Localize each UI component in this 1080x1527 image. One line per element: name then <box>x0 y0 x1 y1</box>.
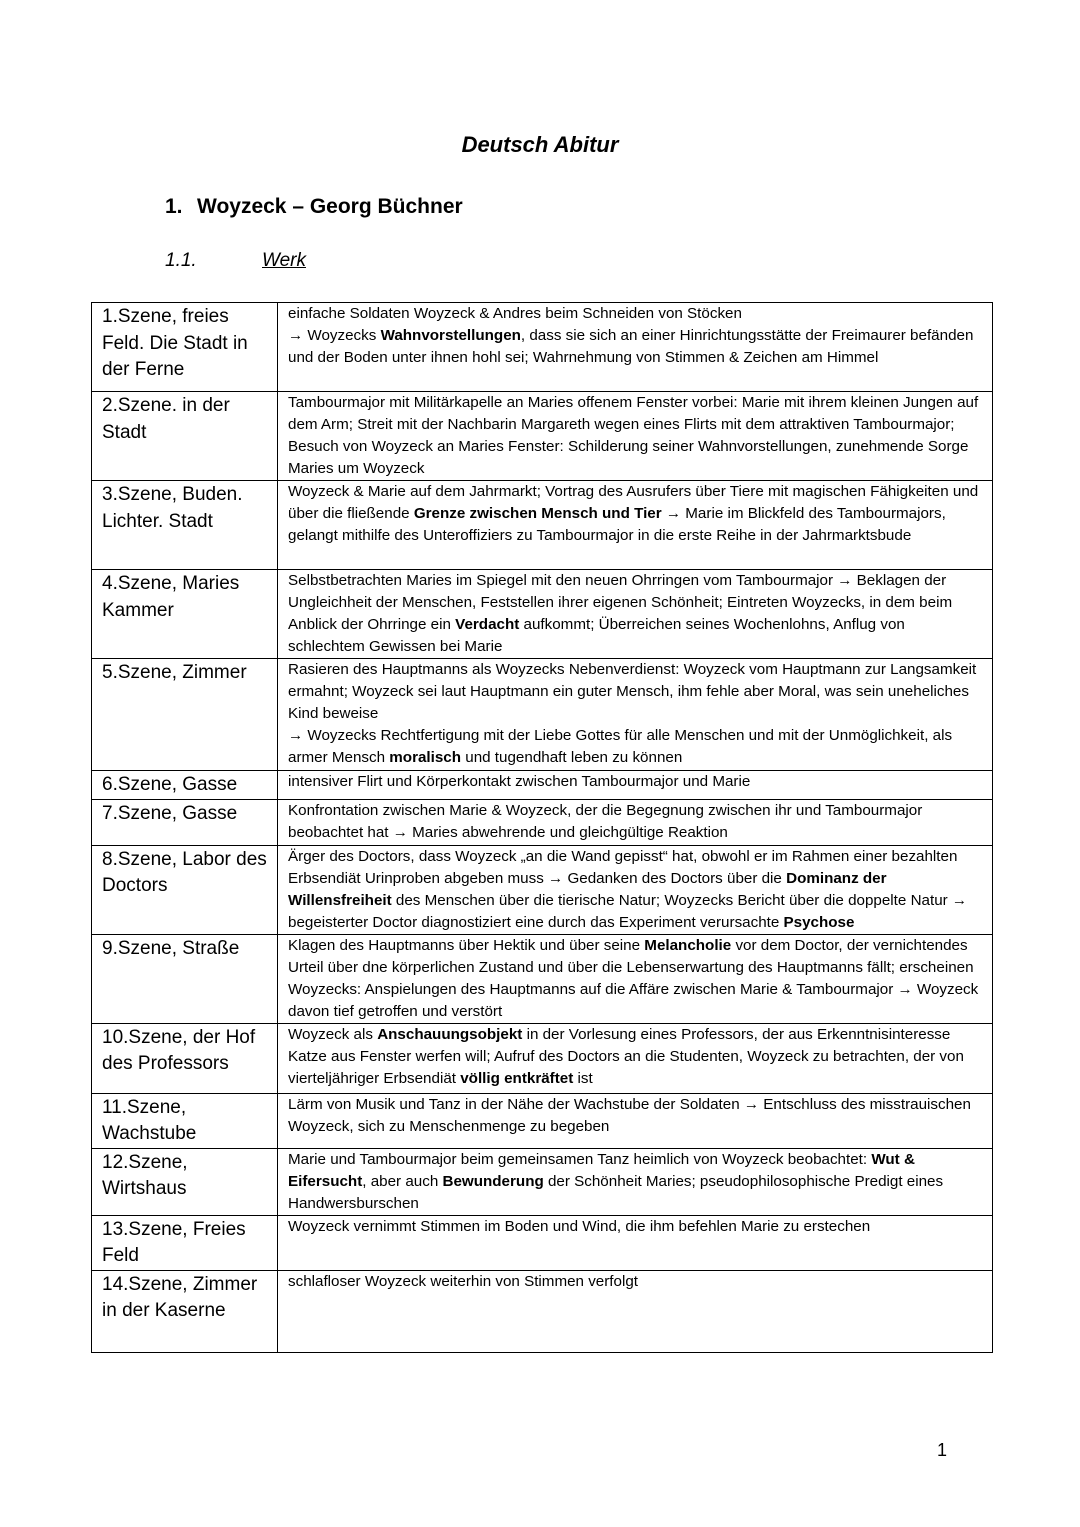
scene-description-text: Selbstbetrachten Maries im Spiegel mit den neuen Ohrringen vom Tambourmajor → Beklagen der Ungleichheit der Menschen, Feststellen ihrer eigenen Schönheit; Eintreten Woyzecks, in dem beim Anblick der Ohrringe ein <box>288 572 953 633</box>
scene-description-text: Konfrontation zwischen Marie & Woyzeck, der die Begegnung zwischen ihr und Tambourmajor beobachtet hat → Maries abwehrende und gleichgültige Reaktion <box>288 801 923 841</box>
scene-description-text: Lärm von Musik und Tanz in der Nähe der Wachstube der Soldaten → Entschluss des misstrauischen Woyzeck, sich zu Menschenmenge zu begeben <box>288 1095 971 1135</box>
subsection-number: 1.1. <box>165 250 197 271</box>
scene-row <box>92 1148 993 1215</box>
scene-row <box>92 771 993 800</box>
scene-description-keyword: Melancholie <box>644 936 732 954</box>
scene-description-keyword: Grenze zwischen Mensch und Tier <box>413 505 662 522</box>
scene-name: 14.Szene, Zimmer in der Kaserne <box>92 1270 278 1352</box>
scene-description-text: des Menschen über die tierische Natur; Woyzecks Bericht über die doppelte Natur → begeisterter Doctor diagnostiziert eine durch das Experiment verursachte <box>288 891 968 931</box>
scene-name: 11.Szene, Wachstube <box>92 1093 278 1148</box>
scene-row <box>92 799 993 845</box>
scene-description-text: , aber auch <box>362 1172 443 1190</box>
scene-description <box>278 303 993 392</box>
scene-name: 7.Szene, Gasse <box>92 799 278 845</box>
scene-row <box>92 659 993 771</box>
scene-row <box>92 1215 993 1270</box>
scene-row <box>92 303 993 392</box>
scene-description <box>278 1023 993 1093</box>
scene-description-text: Rasieren des Hauptmanns als Woyzecks Nebenverdienst: Woyzeck vom Hauptmann zur Langsamkeit ermahnt; Woyzeck sei laut Hauptmann ein guter Mensch, ihm fehle aber Moral, was sein uneheliches Kind beweise <box>288 661 977 722</box>
scene-name: 8.Szene, Labor des Doctors <box>92 845 278 934</box>
scene-description-text: Tambourmajor mit Militärkapelle an Maries offenem Fenster vorbei: Marie mit ihrem kleinen Jungen auf dem Arm; Streit mit der Nachbarin Margareth wegen eines Flirts mit dem attraktiven Tambourmajor; Besuch von Woyzeck an Maries Fenster: Schilderung seiner Wahnvorstellungen, zunehmende Sorge Maries um Woyzeck <box>288 394 979 477</box>
scene-description-keyword: Dominanz der Willensfreiheit <box>288 869 887 909</box>
scene-description <box>278 1148 993 1215</box>
scene-description <box>278 659 993 771</box>
scene-description-text: Woyzeck vernimmt Stimmen im Boden und Wind, die ihm befehlen Marie zu erstechen <box>288 1217 871 1235</box>
scene-description-keyword: Psychose <box>783 913 855 931</box>
scene-row <box>92 392 993 481</box>
scene-description <box>278 1270 993 1352</box>
scene-name: 3.Szene, Buden. Lichter. Stadt <box>92 481 278 570</box>
scene-row <box>92 934 993 1023</box>
subsection-title: Werk <box>262 250 306 271</box>
scene-name: 6.Szene, Gasse <box>92 771 278 800</box>
section-title: Woyzeck – Georg Büchner <box>197 195 463 218</box>
scene-description-text: intensiver Flirt und Körperkontakt zwischen Tambourmajor und Marie <box>288 773 751 790</box>
section-number: 1. <box>165 195 183 218</box>
scene-description-text: , dass sie sich an einer Hinrichtungsstätte der Freimaurer befänden und der Boden unter ihnen hohl sei; Wahrnehmung von Stimmen & Zeichen am Himmel <box>288 327 974 366</box>
scene-name: 2.Szene. in der Stadt <box>92 392 278 481</box>
scene-description-keyword: völlig entkräftet <box>460 1069 574 1087</box>
scene-table <box>91 302 993 1353</box>
scene-row <box>92 1023 993 1093</box>
scene-description-text: einfache Soldaten Woyzeck & Andres beim Schneiden von Stöcken <box>288 305 742 322</box>
scene-description-text: → Woyzecks <box>288 327 381 344</box>
scene-description-text: vor dem Doctor, der vernichtendes Urteil über dne körperlichen Zustand und über die Lebenserwartung des Hauptmanns fällt; erscheinen Woyzecks: Anspielungen des Hauptmanns auf die Affäre zwischen Marie & Tambourmajor → Woyzeck davon tief getroffen und verstört <box>288 936 979 1020</box>
scene-description-text: ist <box>573 1069 593 1087</box>
scene-description <box>278 392 993 481</box>
scene-row <box>92 845 993 934</box>
scene-name: 10.Szene, der Hof des Professors <box>92 1023 278 1093</box>
scene-description-keyword: Wut & Eifersucht <box>288 1150 915 1190</box>
scene-name: 4.Szene, Maries Kammer <box>92 570 278 659</box>
scene-row <box>92 481 993 570</box>
scene-description-text: in der Vorlesung eines Professors, der aus Erkenntnisinteresse Katze aus Fenster werfen will; Aufruf des Doctors an die Studenten, Woyzeck zu betrachten, der von vierteljähriger Erbsendiät <box>288 1025 964 1087</box>
page-number: 1 <box>937 1440 948 1460</box>
scene-name: 9.Szene, Straße <box>92 934 278 1023</box>
scene-description <box>278 934 993 1023</box>
scene-description-text: und tugendhaft leben zu können <box>461 749 683 766</box>
scene-name: 12.Szene, Wirtshaus <box>92 1148 278 1215</box>
scene-description <box>278 481 993 570</box>
scene-description-keyword: Wahnvorstellungen <box>380 327 521 344</box>
scene-description-text: → Marie im Blickfeld des Tambourmajors, gelangt mithilfe des Unteroffiziers zu Tambourmajor in die erste Reihe in der Jahrmarktsbude <box>288 505 946 544</box>
scene-description-text: Woyzeck als <box>288 1025 378 1043</box>
scene-description-text: Marie und Tambourmajor beim gemeinsamen Tanz heimlich von Woyzeck beobachtet: <box>288 1150 872 1168</box>
scene-description-text: Woyzeck & Marie auf dem Jahrmarkt; Vortrag des Ausrufers über Tiere mit magischen Fähigkeiten und über die fließende <box>288 483 979 522</box>
scene-description-keyword: Anschauungsobjekt <box>377 1025 523 1043</box>
scene-row <box>92 1093 993 1148</box>
subsection-heading <box>165 250 306 272</box>
scene-description <box>278 1215 993 1270</box>
scene-description <box>278 570 993 659</box>
scene-description-keyword: Verdacht <box>455 616 520 633</box>
scene-description-keyword: moralisch <box>389 749 462 766</box>
scene-description-text: der Schönheit Maries; pseudophilosophische Predigt eines Handwersburschen <box>288 1172 944 1212</box>
scene-description-text: Klagen des Hauptmanns über Hektik und über seine <box>288 936 645 954</box>
scene-table-body <box>92 303 993 1353</box>
scene-name: 5.Szene, Zimmer <box>92 659 278 771</box>
scene-description <box>278 845 993 934</box>
scene-name: 13.Szene, Freies Feld <box>92 1215 278 1270</box>
document-title: Deutsch Abitur <box>461 132 619 157</box>
scene-description-text: Ärger des Doctors, dass Woyzeck „an die Wand gepisst“ hat, obwohl er im Rahmen einer bezahlten Erbsendiät Urinproben abgeben muss → Gedanken des Doctors über die <box>288 847 958 887</box>
scene-description-text: → Woyzecks Rechtfertigung mit der Liebe Gottes für alle Menschen und mit der Unmöglichkeit, als armer Mensch <box>288 727 953 766</box>
scene-description-text: aufkommt; Überreichen seines Wochenlohns, Anflug von schlechtem Gewissen bei Marie <box>288 616 905 655</box>
scene-name: 1.Szene, freies Feld. Die Stadt in der Ferne <box>92 303 278 392</box>
scene-description <box>278 771 993 800</box>
scene-description-text: schlafloser Woyzeck weiterhin von Stimmen verfolgt <box>288 1272 639 1290</box>
scene-description-keyword: Bewunderung <box>442 1172 544 1190</box>
scene-row <box>92 570 993 659</box>
scene-description <box>278 1093 993 1148</box>
scene-description <box>278 799 993 845</box>
scene-row <box>92 1270 993 1352</box>
section-heading <box>165 195 463 219</box>
